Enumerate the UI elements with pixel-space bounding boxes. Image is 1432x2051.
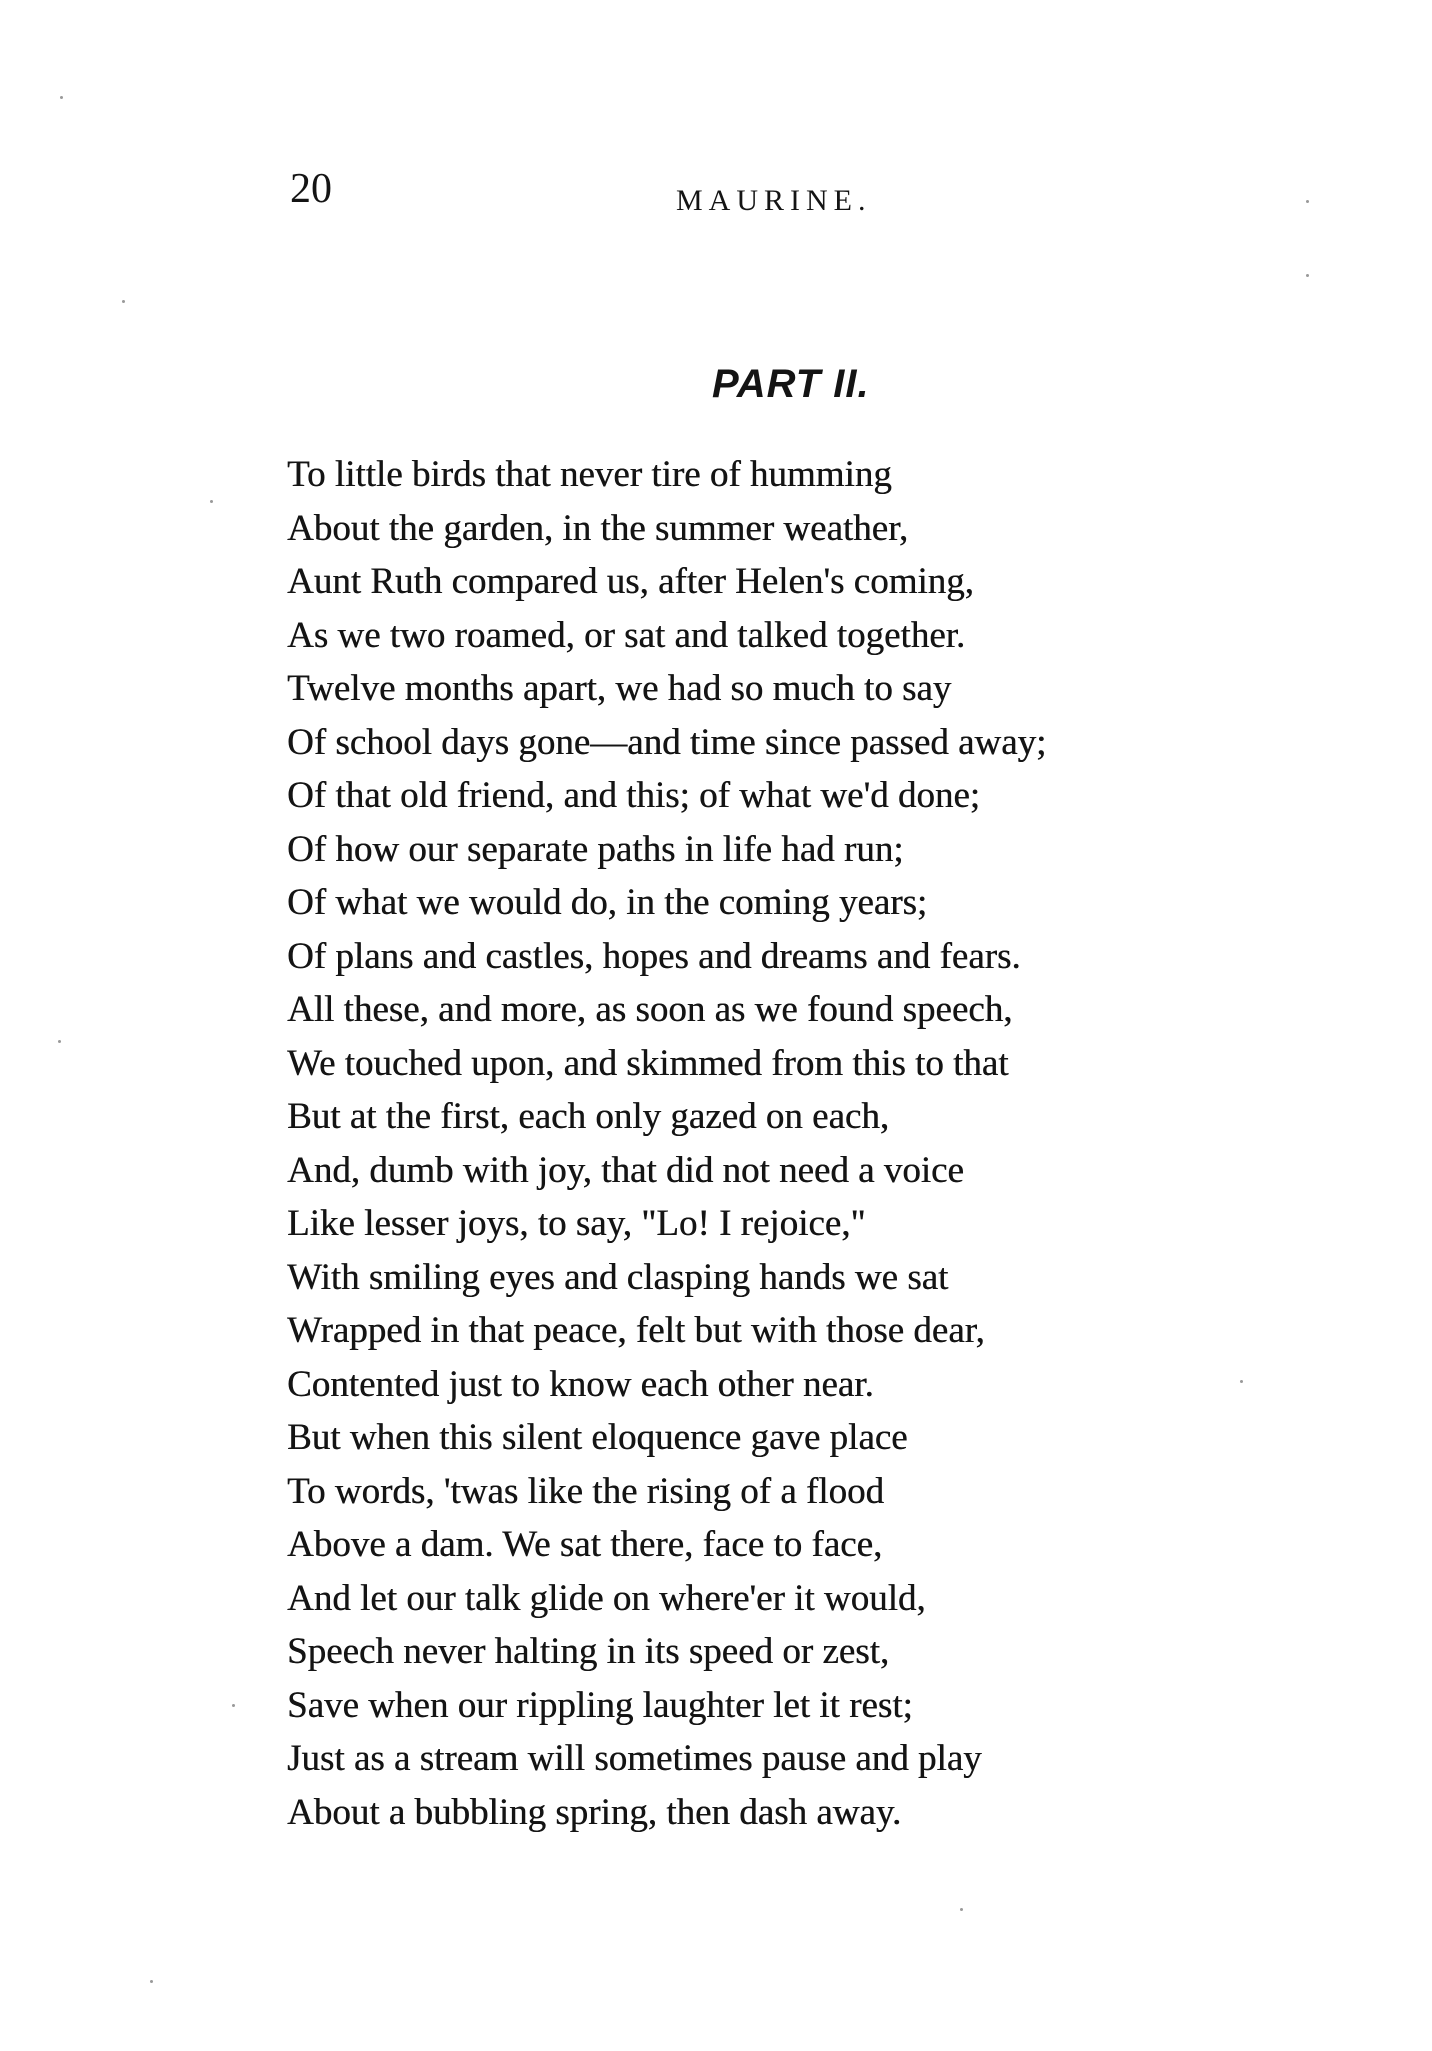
poem-text bbox=[287, 448, 1287, 1839]
poem-line: Speech never halting in its speed or zest, bbox=[287, 1631, 890, 1672]
poem-line: Twelve months apart, we had so much to say bbox=[287, 668, 952, 709]
poem-line: But when this silent eloquence gave place bbox=[287, 1417, 908, 1458]
poem-line: To words, 'twas like the rising of a flood bbox=[287, 1470, 885, 1512]
scan-speck bbox=[1306, 200, 1309, 203]
poem-line: Contented just to know each other near. bbox=[287, 1363, 874, 1405]
scan-speck bbox=[122, 300, 125, 303]
poem-line: We touched upon, and skimmed from this to that bbox=[287, 1042, 1009, 1084]
scan-speck bbox=[1306, 274, 1309, 277]
poem-line: Like lesser joys, to say, "Lo! I rejoice," bbox=[287, 1203, 866, 1244]
poem-line: To little birds that never tire of humming bbox=[287, 454, 892, 495]
poem-line: Of what we would do, in the coming years; bbox=[287, 882, 928, 923]
poem-line: Of plans and castles, hopes and dreams and fears. bbox=[287, 935, 1021, 977]
poem-line: Above a dam. We sat there, face to face, bbox=[287, 1524, 883, 1565]
page-number: 20 bbox=[290, 166, 332, 212]
poem-line: And let our talk glide on where'er it would, bbox=[287, 1577, 926, 1619]
poem-line: With smiling eyes and clasping hands we sat bbox=[287, 1256, 949, 1298]
poem-line: Of how our separate paths in life had run; bbox=[287, 828, 904, 870]
scan-speck bbox=[150, 1980, 153, 1983]
scan-speck bbox=[960, 1908, 963, 1911]
running-title: MAURINE. bbox=[676, 184, 872, 217]
poem-line: About a bubbling spring, then dash away. bbox=[287, 1791, 902, 1833]
poem-line: As we two roamed, or sat and talked together. bbox=[287, 614, 966, 656]
poem-line: Wrapped in that peace, felt but with those dear, bbox=[287, 1310, 985, 1351]
poem-line: But at the first, each only gazed on each, bbox=[287, 1096, 890, 1137]
poem-line: Of school days gone—and time since passed away; bbox=[287, 721, 1047, 763]
scan-speck bbox=[58, 1040, 61, 1043]
poem-line: Of that old friend, and this; of what we'd done; bbox=[287, 775, 981, 816]
poem-line: And, dumb with joy, that did not need a voice bbox=[287, 1149, 964, 1191]
scan-speck bbox=[232, 1704, 235, 1707]
poem-line: Just as a stream will sometimes pause and play bbox=[287, 1738, 982, 1779]
poem-line: Aunt Ruth compared us, after Helen's coming, bbox=[287, 561, 974, 602]
scan-speck bbox=[210, 500, 213, 503]
poem-line: All these, and more, as soon as we found speech, bbox=[287, 989, 1013, 1030]
poem-line: Save when our rippling laughter let it rest; bbox=[287, 1684, 913, 1726]
poem-line: About the garden, in the summer weather, bbox=[287, 507, 909, 549]
scan-speck bbox=[60, 96, 63, 99]
section-title: PART II. bbox=[712, 362, 870, 406]
scan-speck bbox=[1240, 1380, 1243, 1383]
